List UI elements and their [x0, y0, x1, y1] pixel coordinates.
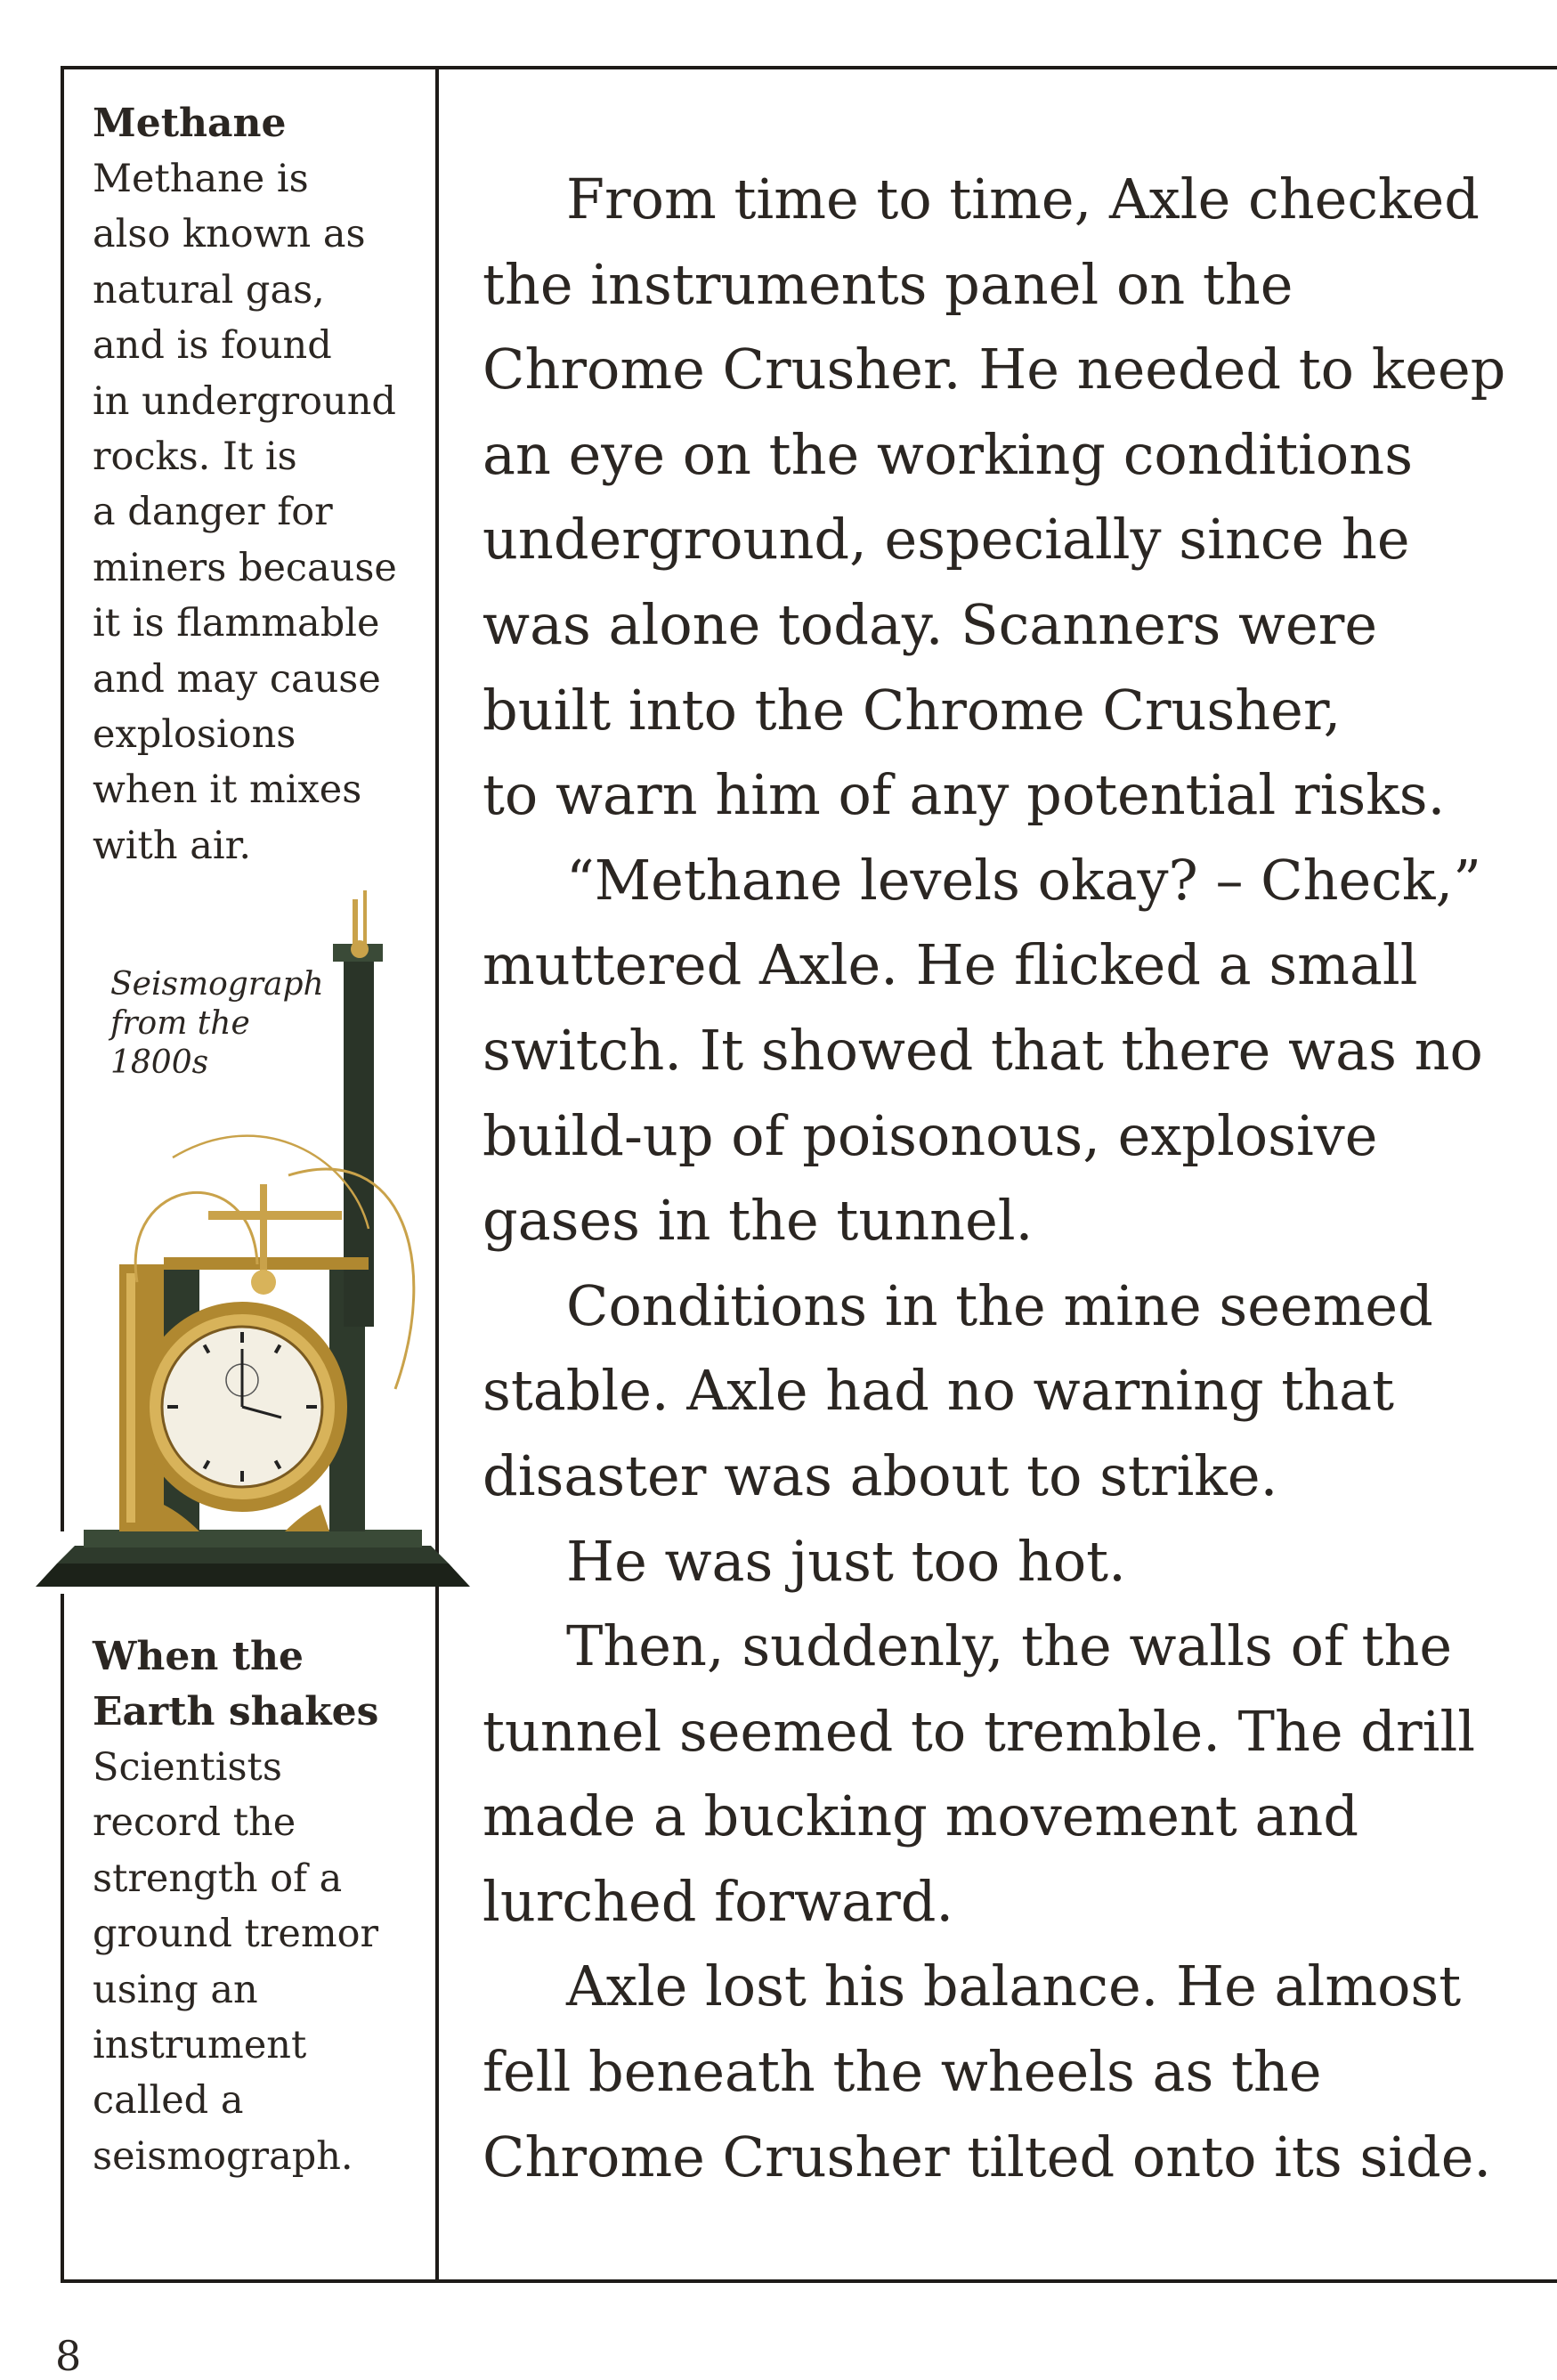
page-number: 8: [55, 2332, 82, 2380]
story-line: an eye on the working conditions: [483, 421, 1414, 487]
story-line: made a bucking movement and: [483, 1783, 1359, 1849]
earth-title-line: Earth shakes: [93, 1689, 379, 1734]
story-paragraph: [483, 1263, 1515, 1519]
earth-line: instrument: [93, 2023, 307, 2068]
earth-shakes-title: [93, 1629, 422, 1740]
story-line: muttered Axle. He flicked a small: [483, 932, 1418, 998]
methane-line: rocks. It is: [93, 435, 297, 480]
story-line: built into the Chrome Crusher,: [483, 677, 1342, 743]
methane-line: and is found: [93, 323, 332, 369]
story-line: “Methane levels okay? – Check,”: [566, 847, 1481, 913]
story-paragraph: [483, 1944, 1515, 2199]
story-line: He was just too hot.: [566, 1528, 1126, 1594]
story-paragraph: [483, 1519, 1515, 1604]
story-text: [483, 157, 1515, 2199]
earth-line: using an: [93, 1967, 258, 2012]
story-line: lurched forward.: [483, 1868, 954, 1934]
frame-top-rule: [61, 66, 1557, 69]
methane-line: also known as: [93, 212, 366, 257]
methane-line: explosions: [93, 712, 296, 758]
methane-title: Methane: [93, 101, 287, 146]
story-line: tunnel seemed to tremble. The drill: [483, 1698, 1476, 1764]
story-line: fell beneath the wheels as the: [483, 2039, 1322, 2105]
story-paragraph: [483, 838, 1515, 1263]
story-line: Then, suddenly, the walls of the: [566, 1613, 1453, 1679]
earth-line: strength of a: [93, 1856, 343, 1901]
story-line: build-up of poisonous, explosive: [483, 1102, 1378, 1168]
methane-line: and may cause: [93, 656, 381, 702]
story-paragraph: [483, 157, 1515, 838]
story-line: the instruments panel on the: [483, 251, 1293, 317]
methane-line: when it mixes: [93, 768, 362, 813]
story-line: disaster was about to strike.: [483, 1442, 1278, 1508]
methane-line: a danger for: [93, 490, 333, 535]
story-line: Chrome Crusher tilted onto its side.: [483, 2124, 1492, 2189]
earth-line: Scientists: [93, 1745, 282, 1790]
caption-line: from the: [110, 1005, 250, 1042]
methane-line: it is flammable: [93, 601, 380, 646]
story-line: to warn him of any potential risks.: [483, 762, 1446, 828]
caption-line: Seismograph: [110, 966, 324, 1003]
frame-bottom-rule: [61, 2279, 1557, 2283]
methane-fact-box: [93, 96, 422, 873]
story-line: Conditions in the mine seemed: [566, 1272, 1433, 1338]
earth-line: seismograph.: [93, 2133, 353, 2179]
story-line: From time to time, Axle checked: [566, 167, 1480, 232]
methane-line: Methane is: [93, 157, 309, 201]
story-line: switch. It showed that there was no: [483, 1017, 1483, 1083]
story-line: underground, especially since he: [483, 507, 1410, 573]
methane-line: in underground: [93, 378, 396, 424]
story-paragraph: [483, 1604, 1515, 1944]
seismograph-base-icon: [36, 1564, 470, 1587]
earth-line: ground tremor: [93, 1912, 379, 1957]
methane-line: natural gas,: [93, 267, 325, 313]
story-line: stable. Axle had no warning that: [483, 1358, 1395, 1424]
story-line: was alone today. Scanners were: [483, 591, 1378, 657]
earth-line: record the: [93, 1800, 296, 1846]
frame-left-rule-lower: [61, 1594, 64, 2283]
earth-shakes-fact-box: [93, 1629, 422, 2184]
caption-line: 1800s: [110, 1044, 209, 1081]
earth-line: called a: [93, 2078, 244, 2124]
earth-title-line: When the: [93, 1634, 304, 1679]
methane-line: with air.: [93, 823, 252, 868]
story-line: Chrome Crusher. He needed to keep: [483, 337, 1506, 402]
story-line: gases in the tunnel.: [483, 1188, 1034, 1254]
seismograph-caption: [110, 965, 333, 1083]
methane-line: miners because: [93, 545, 397, 590]
story-line: Axle lost his balance. He almost: [566, 1954, 1462, 2019]
